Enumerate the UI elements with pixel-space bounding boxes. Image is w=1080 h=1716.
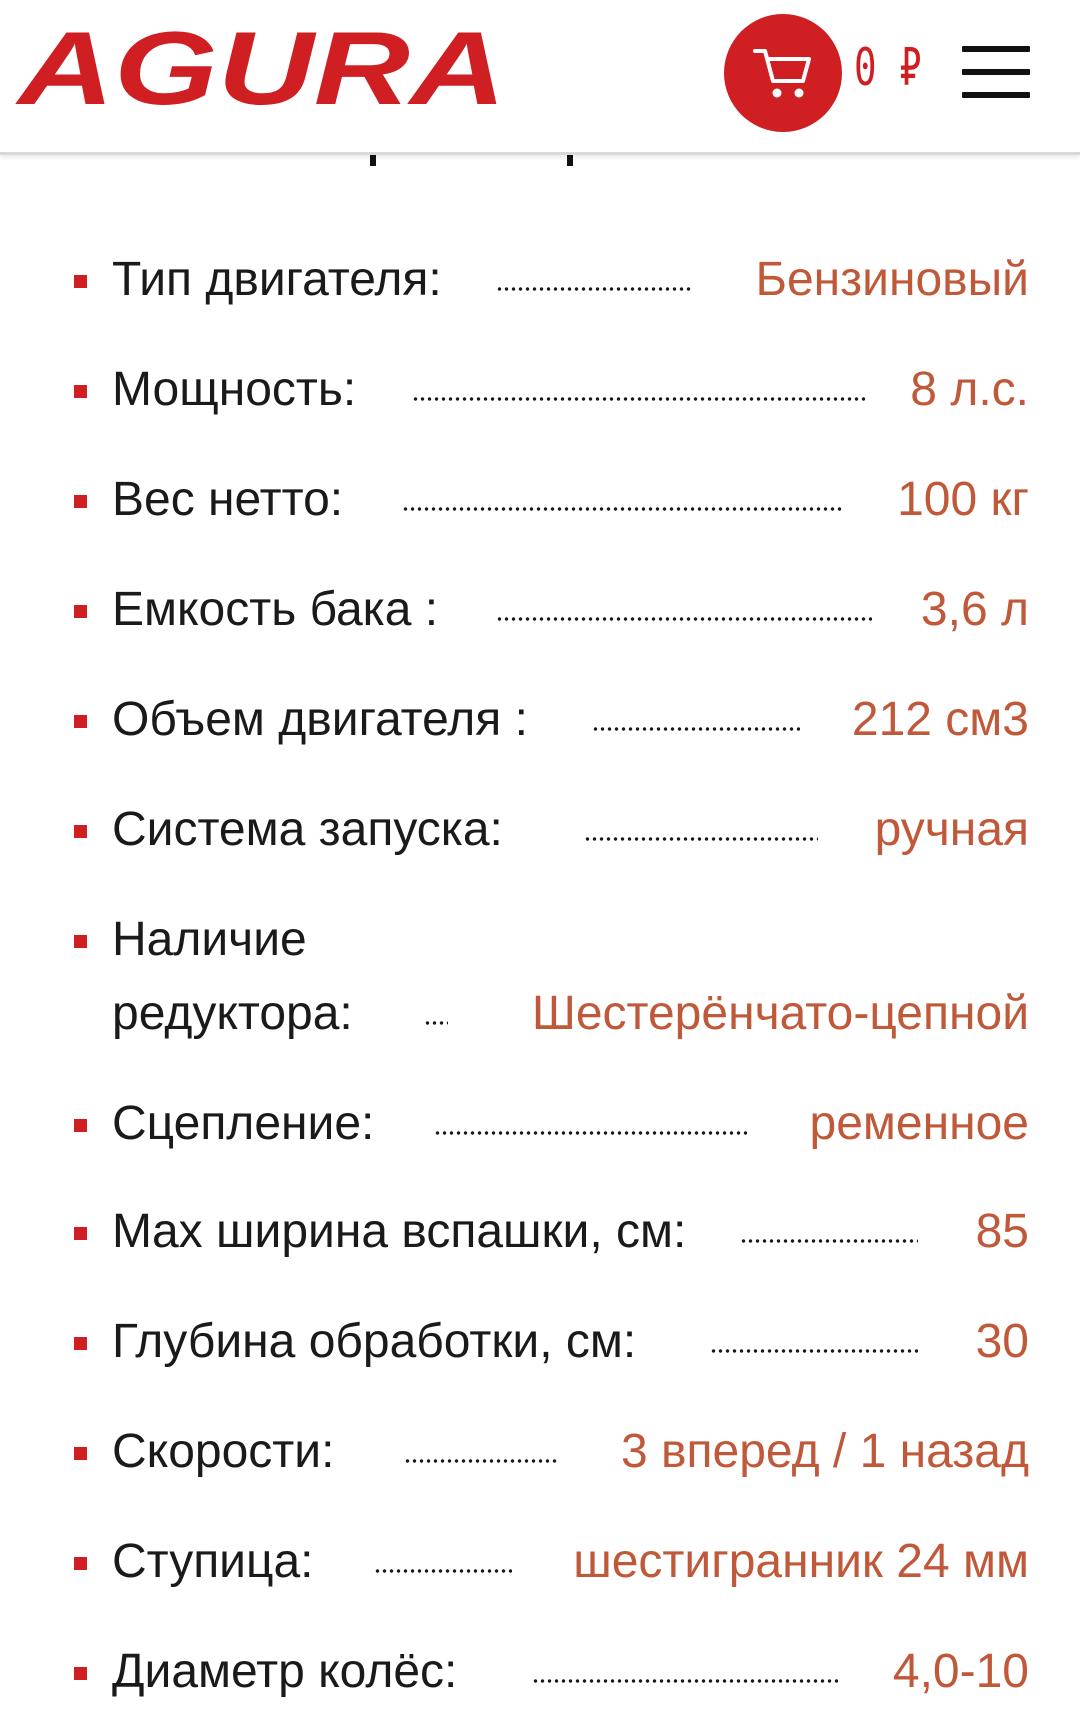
spec-row-engine-type bbox=[0, 250, 1080, 330]
bullet-icon bbox=[74, 825, 87, 838]
spec-label-line1: Наличие bbox=[112, 913, 307, 966]
agura-logo[interactable] bbox=[14, 8, 514, 128]
spec-row-gearbox bbox=[0, 910, 1080, 1060]
spec-value: 100 кг bbox=[897, 473, 1029, 526]
hamburger-menu-icon[interactable] bbox=[962, 46, 1030, 98]
spec-row-net-weight bbox=[0, 470, 1080, 550]
dot-leader bbox=[434, 1130, 750, 1136]
dot-leader bbox=[592, 726, 800, 732]
bullet-icon bbox=[74, 1667, 87, 1680]
spec-label: Глубина обработки, см: bbox=[112, 1315, 637, 1368]
spec-row-wheel-diameter bbox=[0, 1642, 1080, 1716]
spec-row-max-plow-width bbox=[0, 1202, 1080, 1282]
spec-label: Сцепление: bbox=[112, 1097, 375, 1150]
dot-leader bbox=[424, 1020, 448, 1026]
dot-leader bbox=[404, 1458, 558, 1464]
bullet-icon bbox=[74, 1447, 87, 1460]
dot-leader bbox=[496, 616, 872, 622]
spec-label: Вес нетто: bbox=[112, 473, 344, 526]
spec-label: Емкость бака : bbox=[112, 583, 439, 636]
spec-label: Система запуска: bbox=[112, 803, 503, 856]
bullet-icon bbox=[74, 715, 87, 728]
bullet-icon bbox=[74, 385, 87, 398]
spec-value: Бензиновый bbox=[755, 253, 1029, 306]
spec-label: редуктора: bbox=[112, 987, 353, 1040]
bullet-icon bbox=[74, 1337, 87, 1350]
menu-line bbox=[962, 92, 1030, 98]
spec-value: шестигранник 24 мм bbox=[573, 1535, 1029, 1588]
dot-leader bbox=[740, 1238, 918, 1244]
spec-value: 30 bbox=[975, 1315, 1029, 1368]
bullet-icon bbox=[74, 935, 87, 948]
dot-leader bbox=[402, 506, 844, 512]
cart-button[interactable] bbox=[724, 14, 842, 132]
site-header bbox=[0, 0, 1080, 155]
spec-row-tank-capacity bbox=[0, 580, 1080, 660]
dot-leader bbox=[412, 396, 866, 402]
dot-leader bbox=[496, 286, 692, 292]
spec-label: Тип двигателя: bbox=[112, 253, 442, 306]
bullet-icon bbox=[74, 275, 87, 288]
shopping-cart-icon bbox=[751, 43, 815, 103]
spec-row-engine-displacement bbox=[0, 690, 1080, 770]
spec-label: Диаметр колёс: bbox=[112, 1645, 458, 1698]
spec-value: 3,6 л bbox=[920, 583, 1029, 636]
spec-value: Шестерёнчато-цепной bbox=[531, 987, 1029, 1040]
dot-leader bbox=[710, 1348, 918, 1354]
logo-text: AGURA bbox=[14, 11, 506, 127]
spec-row-power bbox=[0, 360, 1080, 440]
cart-total[interactable]: 0 ₽ bbox=[854, 38, 922, 98]
spec-label: Мощность: bbox=[112, 363, 357, 416]
dot-leader bbox=[374, 1568, 512, 1574]
bullet-icon bbox=[74, 1119, 87, 1132]
spec-row-hub bbox=[0, 1532, 1080, 1612]
spec-label: Ступица: bbox=[112, 1535, 314, 1588]
spec-value: 4,0-10 bbox=[892, 1645, 1029, 1698]
bullet-icon bbox=[74, 495, 87, 508]
spec-value: 3 вперед / 1 назад bbox=[621, 1425, 1029, 1478]
spec-label: Скорости: bbox=[112, 1425, 335, 1478]
spec-value: ручная bbox=[874, 803, 1029, 856]
menu-line bbox=[962, 46, 1030, 52]
spec-row-clutch bbox=[0, 1094, 1080, 1174]
dot-leader bbox=[584, 836, 818, 842]
spec-label: Объем двигателя : bbox=[112, 693, 528, 746]
spec-value: 212 см3 bbox=[851, 693, 1029, 746]
spec-value: 8 л.с. bbox=[910, 363, 1029, 416]
spec-row-tillage-depth bbox=[0, 1312, 1080, 1392]
menu-line bbox=[962, 69, 1030, 75]
bullet-icon bbox=[74, 1557, 87, 1570]
dot-leader bbox=[532, 1678, 838, 1684]
bullet-icon bbox=[74, 1227, 87, 1240]
spec-label: Max ширина вспашки, см: bbox=[112, 1205, 687, 1258]
spec-row-speeds bbox=[0, 1422, 1080, 1502]
spec-row-start-system bbox=[0, 800, 1080, 880]
bullet-icon bbox=[74, 605, 87, 618]
spec-value: 85 bbox=[975, 1205, 1029, 1258]
spec-value: ременное bbox=[809, 1097, 1029, 1150]
